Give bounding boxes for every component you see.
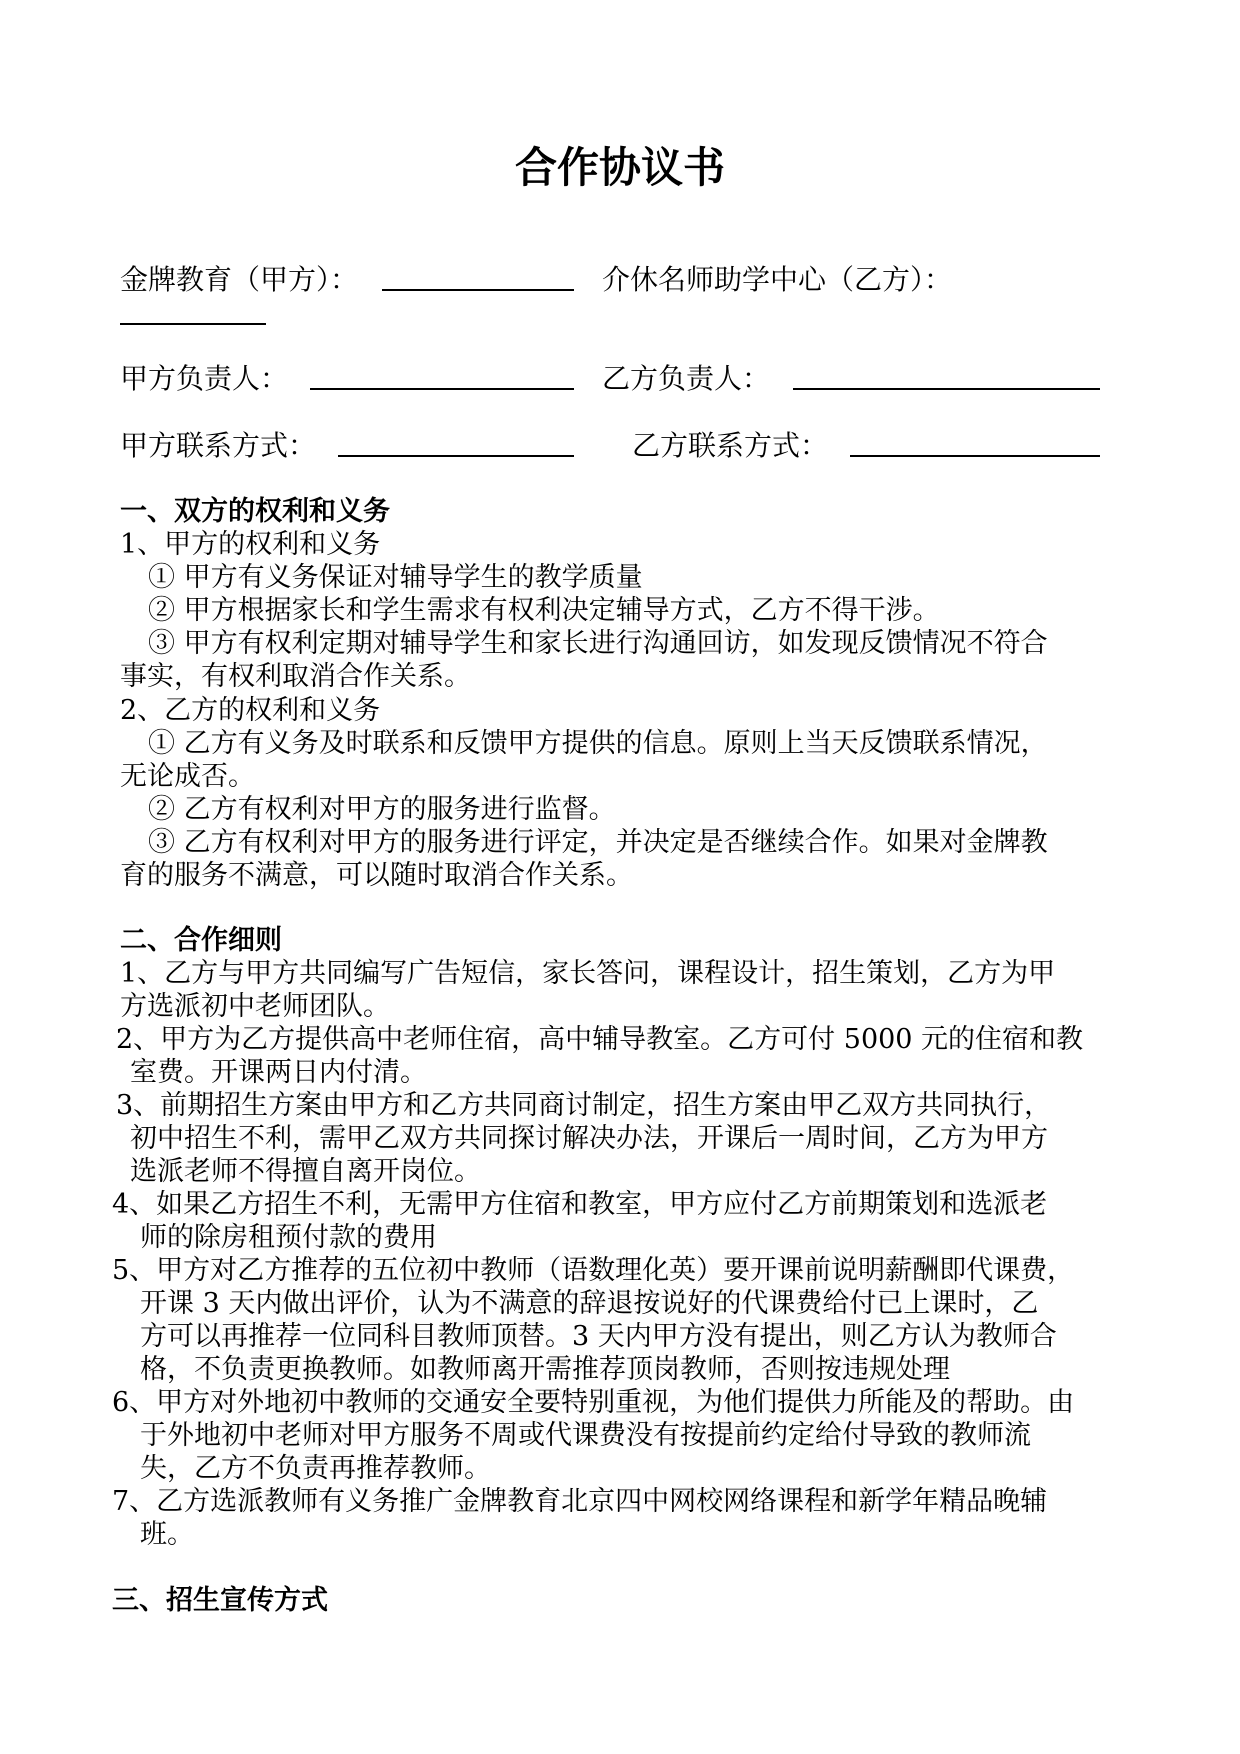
section1-sub1-item1: ① 甲方有义务保证对辅导学生的教学质量 [148, 562, 643, 593]
section1-sub2-label: 2、乙方的权利和义务 [120, 695, 381, 726]
section2-item1-line2: 方选派初中老师团队。 [120, 991, 390, 1022]
b-contact-info-label: 乙方联系方式： [632, 429, 829, 462]
b-contact-person-label: 乙方负责人： [602, 362, 771, 395]
section2-item4-line1: 4、如果乙方招生不利，无需甲方住宿和教室，甲方应付乙方前期策划和选派老 [112, 1189, 1048, 1220]
party-b-label: 介休名师助学中心（乙方）： [602, 263, 953, 296]
section1-sub1-item3-line2: 事实，有权利取消合作关系。 [120, 661, 471, 692]
b-contact-info-blank [850, 455, 1100, 457]
section2-heading: 二、合作细则 [120, 925, 282, 956]
party-a-blank [382, 289, 574, 291]
section2-item5-line4: 格，不负责更换教师。如教师离开需推荐顶岗教师，否则按违规处理 [140, 1354, 950, 1385]
section2-item3-line1: 3、前期招生方案由甲方和乙方共同商讨制定，招生方案由甲乙双方共同执行， [116, 1090, 1052, 1121]
section2-item7-line2: 班。 [140, 1519, 194, 1550]
section1-sub2-item3-line1: ③ 乙方有权利对甲方的服务进行评定，并决定是否继续合作。如果对金牌教 [148, 827, 1048, 858]
section1-sub1-item2: ② 甲方根据家长和学生需求有权利决定辅导方式，乙方不得干涉。 [148, 595, 940, 626]
section1-sub2-item1-line2: 无论成否。 [120, 761, 255, 792]
section2-item2-line2: 室费。开课两日内付清。 [130, 1057, 427, 1088]
section2-item3-line2: 初中招生不利，需甲乙双方共同探讨解决办法，开课后一周时间，乙方为甲方 [130, 1123, 1048, 1154]
document-title: 合作协议书 [514, 143, 725, 192]
section2-item5-line3: 方可以再推荐一位同科目教师顶替。3 天内甲方没有提出，则乙方认为教师合 [140, 1321, 1057, 1352]
section2-item5-line1: 5、甲方对乙方推荐的五位初中教师（语数理化英）要开课前说明薪酬即代课费， [112, 1255, 1075, 1286]
section2-item6-line1: 6、甲方对外地初中教师的交通安全要特别重视，为他们提供力所能及的帮助。由 [112, 1387, 1075, 1418]
section1-sub1-label: 1、甲方的权利和义务 [120, 529, 381, 560]
section1-sub2-item3-line2: 育的服务不满意，可以随时取消合作关系。 [120, 860, 633, 891]
section2-item6-line2: 于外地初中老师对甲方服务不周或代课费没有按提前约定给付导致的教师流 [140, 1420, 1031, 1451]
b-contact-person-blank [793, 388, 1100, 390]
section2-item6-line3: 失，乙方不负责再推荐教师。 [140, 1453, 491, 1484]
section2-item2-line1: 2、甲方为乙方提供高中老师住宿，高中辅导教室。乙方可付 5000 元的住宿和教 [116, 1024, 1084, 1055]
a-contact-person-label: 甲方负责人： [120, 362, 289, 395]
section1-sub2-item2: ② 乙方有权利对甲方的服务进行监督。 [148, 794, 616, 825]
a-contact-person-blank [310, 388, 574, 390]
section1-heading: 一、双方的权利和义务 [120, 496, 390, 527]
section3-heading: 三、招生宣传方式 [112, 1585, 328, 1616]
a-contact-info-label: 甲方联系方式： [120, 429, 317, 462]
section2-item1-line1: 1、乙方与甲方共同编写广告短信，家长答问，课程设计，招生策划，乙方为甲 [120, 958, 1056, 989]
party-b-blank [120, 323, 266, 325]
section2-item4-line2: 师的除房租预付款的费用 [140, 1222, 437, 1253]
section2-item7-line1: 7、乙方选派教师有义务推广金牌教育北京四中网校网络课程和新学年精品晚辅 [112, 1486, 1048, 1517]
section2-item5-line2: 开课 3 天内做出评价，认为不满意的辞退按说好的代课费给付已上课时，乙 [140, 1288, 1039, 1319]
party-a-label: 金牌教育（甲方）： [120, 263, 359, 296]
section1-sub1-item3-line1: ③ 甲方有权利定期对辅导学生和家长进行沟通回访，如发现反馈情况不符合 [148, 628, 1048, 659]
a-contact-info-blank [338, 455, 574, 457]
section2-item3-line3: 选派老师不得擅自离开岗位。 [130, 1156, 481, 1187]
section1-sub2-item1-line1: ① 乙方有义务及时联系和反馈甲方提供的信息。原则上当天反馈联系情况， [148, 728, 1048, 759]
